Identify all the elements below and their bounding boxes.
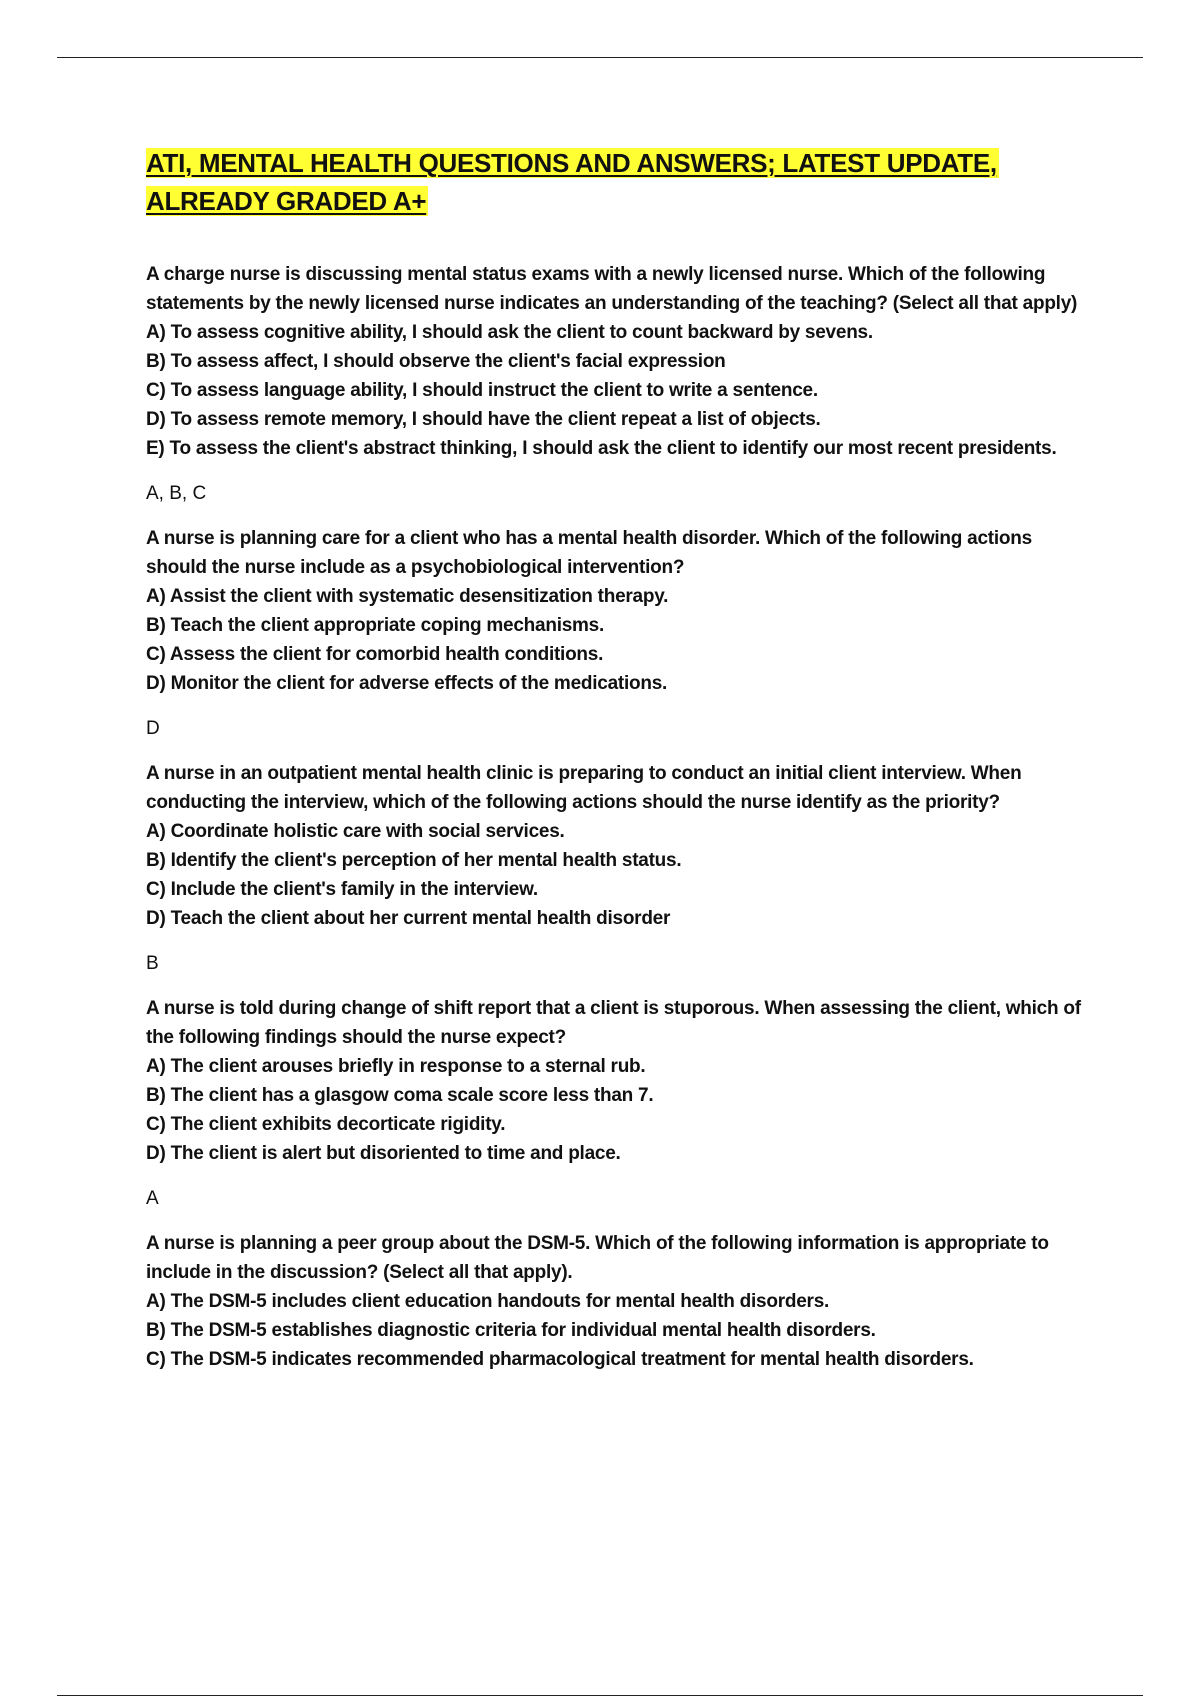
- option-b: B) Teach the client appropriate coping mechanisms.: [146, 615, 605, 636]
- answer: A, B, C: [146, 483, 207, 504]
- option-c: C) Include the client's family in the interview.: [146, 879, 538, 900]
- option-a: A) The client arouses briefly in response to a sternal rub.: [146, 1056, 646, 1077]
- question-text: A nurse in an outpatient mental health clinic is preparing to conduct an initial client interview. When conducting the interview, which of the following actions should the nurse identify as the priority?: [146, 763, 1022, 813]
- answer: A: [146, 1188, 159, 1209]
- option-d: D) To assess remote memory, I should have the client repeat a list of objects.: [146, 409, 821, 430]
- question-text: A charge nurse is discussing mental status exams with a newly licensed nurse. Which of the following statements by the newly licensed nurse indicates an understanding of the teaching? (Select all that apply): [146, 264, 1078, 314]
- option-d: D) The client is alert but disoriented to time and place.: [146, 1143, 621, 1164]
- option-a: A) Coordinate holistic care with social services.: [146, 821, 565, 842]
- question-4: [146, 994, 1086, 1213]
- question-text: A nurse is told during change of shift report that a client is stuporous. When assessing the client, which of the following findings should the nurse expect?: [146, 998, 1081, 1048]
- option-b: B) The client has a glasgow coma scale score less than 7.: [146, 1085, 654, 1106]
- option-a: A) Assist the client with systematic desensitization therapy.: [146, 586, 669, 607]
- option-c: C) To assess language ability, I should instruct the client to write a sentence.: [146, 380, 818, 401]
- document-body: [146, 144, 1086, 1374]
- option-b: B) To assess affect, I should observe the client's facial expression: [146, 351, 726, 372]
- option-a: A) The DSM-5 includes client education handouts for mental health disorders.: [146, 1291, 830, 1312]
- option-c: C) Assess the client for comorbid health conditions.: [146, 644, 604, 665]
- question-1: [146, 260, 1086, 508]
- option-d: D) Teach the client about her current mental health disorder: [146, 908, 671, 929]
- title-line-1: ATI, MENTAL HEALTH QUESTIONS AND ANSWERS; LATEST UPDATE,: [146, 148, 997, 178]
- answer: B: [146, 953, 159, 974]
- bottom-rule: [57, 1695, 1143, 1696]
- option-c: C) The DSM-5 indicates recommended pharmacological treatment for mental health disorders.: [146, 1349, 974, 1370]
- question-text: A nurse is planning care for a client who has a mental health disorder. Which of the following actions should the nurse include as a psychobiological intervention?: [146, 528, 1032, 578]
- option-a: A) To assess cognitive ability, I should ask the client to count backward by sevens.: [146, 322, 873, 343]
- question-3: [146, 759, 1086, 978]
- document-title: [146, 144, 1086, 220]
- option-d: D) Monitor the client for adverse effects of the medications.: [146, 673, 668, 694]
- answer: D: [146, 718, 160, 739]
- option-c: C) The client exhibits decorticate rigidity.: [146, 1114, 506, 1135]
- title-line-2: ALREADY GRADED A+: [146, 186, 427, 216]
- question-5: [146, 1229, 1086, 1374]
- option-e: E) To assess the client's abstract thinking, I should ask the client to identify our most recent presidents.: [146, 438, 1057, 459]
- option-b: B) Identify the client's perception of her mental health status.: [146, 850, 682, 871]
- question-text: A nurse is planning a peer group about the DSM-5. Which of the following information is appropriate to include in the discussion? (Select all that apply).: [146, 1233, 1049, 1283]
- question-2: [146, 524, 1086, 743]
- top-rule: [57, 57, 1143, 58]
- option-b: B) The DSM-5 establishes diagnostic criteria for individual mental health disorders.: [146, 1320, 876, 1341]
